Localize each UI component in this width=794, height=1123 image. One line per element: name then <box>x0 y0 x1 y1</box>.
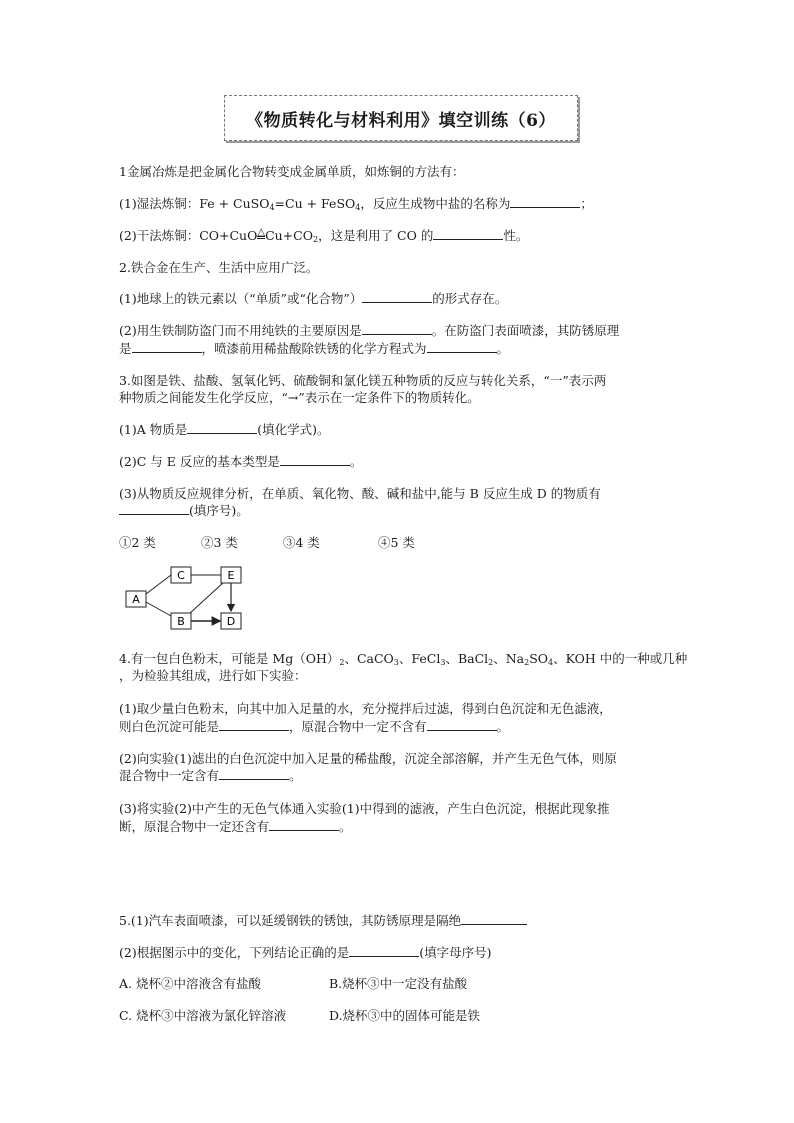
q5-option-d[interactable]: D.烧杯③中的固体可能是铁 <box>329 1008 481 1023</box>
q3-option-1[interactable]: ①2 类 <box>119 535 156 550</box>
q3-options <box>119 534 415 551</box>
q4-stem-line1: 4.有一包白色粉末，可能是 $Mg(OH)_2$、CaCO$_3$、FeCl$_3$、BaCl$_2$、$Na_2SO_4$、KOH 中的一种或几种 <box>119 651 688 667</box>
q3-part1: (1)A 物质是 (填化学式)。 <box>119 422 330 437</box>
q4-part1-line2: 则白色沉淀可能是 ，原混合物中一定不含有 。 <box>119 719 510 734</box>
q4-stem-line2: ，为检验其组成，进行如下实验： <box>119 668 307 683</box>
node-a <box>126 591 146 607</box>
answer-blank[interactable] <box>362 322 432 335</box>
q3-option-2[interactable]: ②3 类 <box>201 535 238 550</box>
answer-blank[interactable] <box>219 718 289 731</box>
q2-part1: (1)地球上的铁元素以（“单质”或“化合物”） 的形式存在。 <box>119 291 508 306</box>
q3-stem-line1: 3.如图是铁、盐酸、氢氧化钙、硫酸铜和氯化镁五种物质的反应与转化关系，“一”表示两 <box>119 373 607 388</box>
q4-part3-line2: 断，原混合物中一定还含有 。 <box>119 819 352 834</box>
q2-part2-line1: (2)用生铁制防盗门而不用纯铁的主要原因是 。在防盗门表面喷漆，其防锈原理 <box>119 323 620 338</box>
answer-blank[interactable] <box>119 502 189 515</box>
answer-blank[interactable] <box>362 290 432 303</box>
answer-blank[interactable] <box>219 767 289 780</box>
q1-part2: (2)干法炼铜：CO+CuO△ $Cu+CO_2$，这是利用了 CO 的 性。 <box>119 227 529 244</box>
svg-text:D: D <box>226 615 236 628</box>
svg-text:E: E <box>227 569 235 582</box>
node-b <box>171 613 191 629</box>
q1-stem: 1金属冶炼是把金属化合物转变成金属单质，如炼铜的方法有： <box>119 164 465 179</box>
answer-blank[interactable] <box>433 227 503 240</box>
answer-blank[interactable] <box>461 912 527 925</box>
q5-option-c[interactable]: C. 烧杯③中溶液为氯化锌溶液 <box>119 1008 287 1023</box>
answer-blank[interactable] <box>349 944 419 957</box>
q3-part3-line2: (填序号)。 <box>119 502 249 519</box>
q1-part1: (1)湿法炼铜：Fe + CuSO$_4$=Cu + FeSO$_4$，反应生成物中盐的名称为 ； <box>119 196 593 212</box>
q3-option-3[interactable]: ③4 类 <box>283 535 320 550</box>
q5-options-row1 <box>119 975 467 992</box>
node-e <box>221 567 241 583</box>
link-b-e <box>189 582 224 614</box>
answer-blank[interactable] <box>427 340 497 353</box>
q4-part2-line1: (2)向实验(1)滤出的白色沉淀中加入足量的稀盐酸，沉淀全部溶解，并产生无色气体，则原 <box>119 751 617 766</box>
svg-text:C: C <box>177 569 185 582</box>
answer-blank[interactable] <box>427 718 497 731</box>
answer-blank[interactable] <box>280 453 350 466</box>
q5-part1: 5.(1)汽车表面喷漆，可以延缓钢铁的锈蚀，其防锈原理是隔绝 <box>119 912 527 929</box>
answer-blank[interactable] <box>510 195 580 208</box>
reaction-diagram <box>120 560 250 632</box>
answer-blank[interactable] <box>132 340 202 353</box>
q5-options-row2 <box>119 1007 480 1024</box>
link-a-c <box>146 575 171 594</box>
answer-blank[interactable] <box>269 818 339 831</box>
answer-blank[interactable] <box>187 421 257 434</box>
node-d <box>221 613 241 629</box>
q3-stem-line2: 种物质之间能发生化学反应，“→”表示在一定条件下的物质转化。 <box>119 390 480 405</box>
q2-part2-line2: 是 ，喷漆前用稀盐酸除铁锈的化学方程式为 。 <box>119 341 510 356</box>
q5-option-a[interactable]: A. 烧杯②中溶液含有盐酸 <box>119 976 261 991</box>
q4-part3-line1: (3)将实验(2)中产生的无色气体通入实验(1)中得到的滤液，产生白色沉淀，根据此现象推 <box>119 801 610 816</box>
svg-text:B: B <box>177 615 185 628</box>
q5-part2: (2)根据图示中的变化，下列结论正确的是 (填字母序号) <box>119 945 492 960</box>
q5-option-b[interactable]: B.烧杯③中一定没有盐酸 <box>329 976 468 991</box>
svg-text:A: A <box>132 593 140 606</box>
q3-part3-line1: (3)从物质反应规律分析，在单质、氧化物、酸、碱和盐中,能与 B 反应生成 D 的物质有 <box>119 486 601 501</box>
q4-part2-line2: 混合物中一定含有 。 <box>119 768 302 783</box>
node-c <box>171 567 191 583</box>
q4-part1-line1: (1)取少量白色粉末，向其中加入足量的水，充分搅拌后过滤，得到白色沉淀和无色滤液， <box>119 701 612 716</box>
q3-option-4[interactable]: ④5 类 <box>378 535 415 550</box>
link-a-b <box>146 602 171 616</box>
q2-stem: 2.铁合金在生产、生活中应用广泛。 <box>119 260 319 275</box>
q3-part2: (2)C 与 E 反应的基本类型是 。 <box>119 454 363 469</box>
page-title: 《物质转化与材料利用》填空训练（6） <box>224 95 578 141</box>
